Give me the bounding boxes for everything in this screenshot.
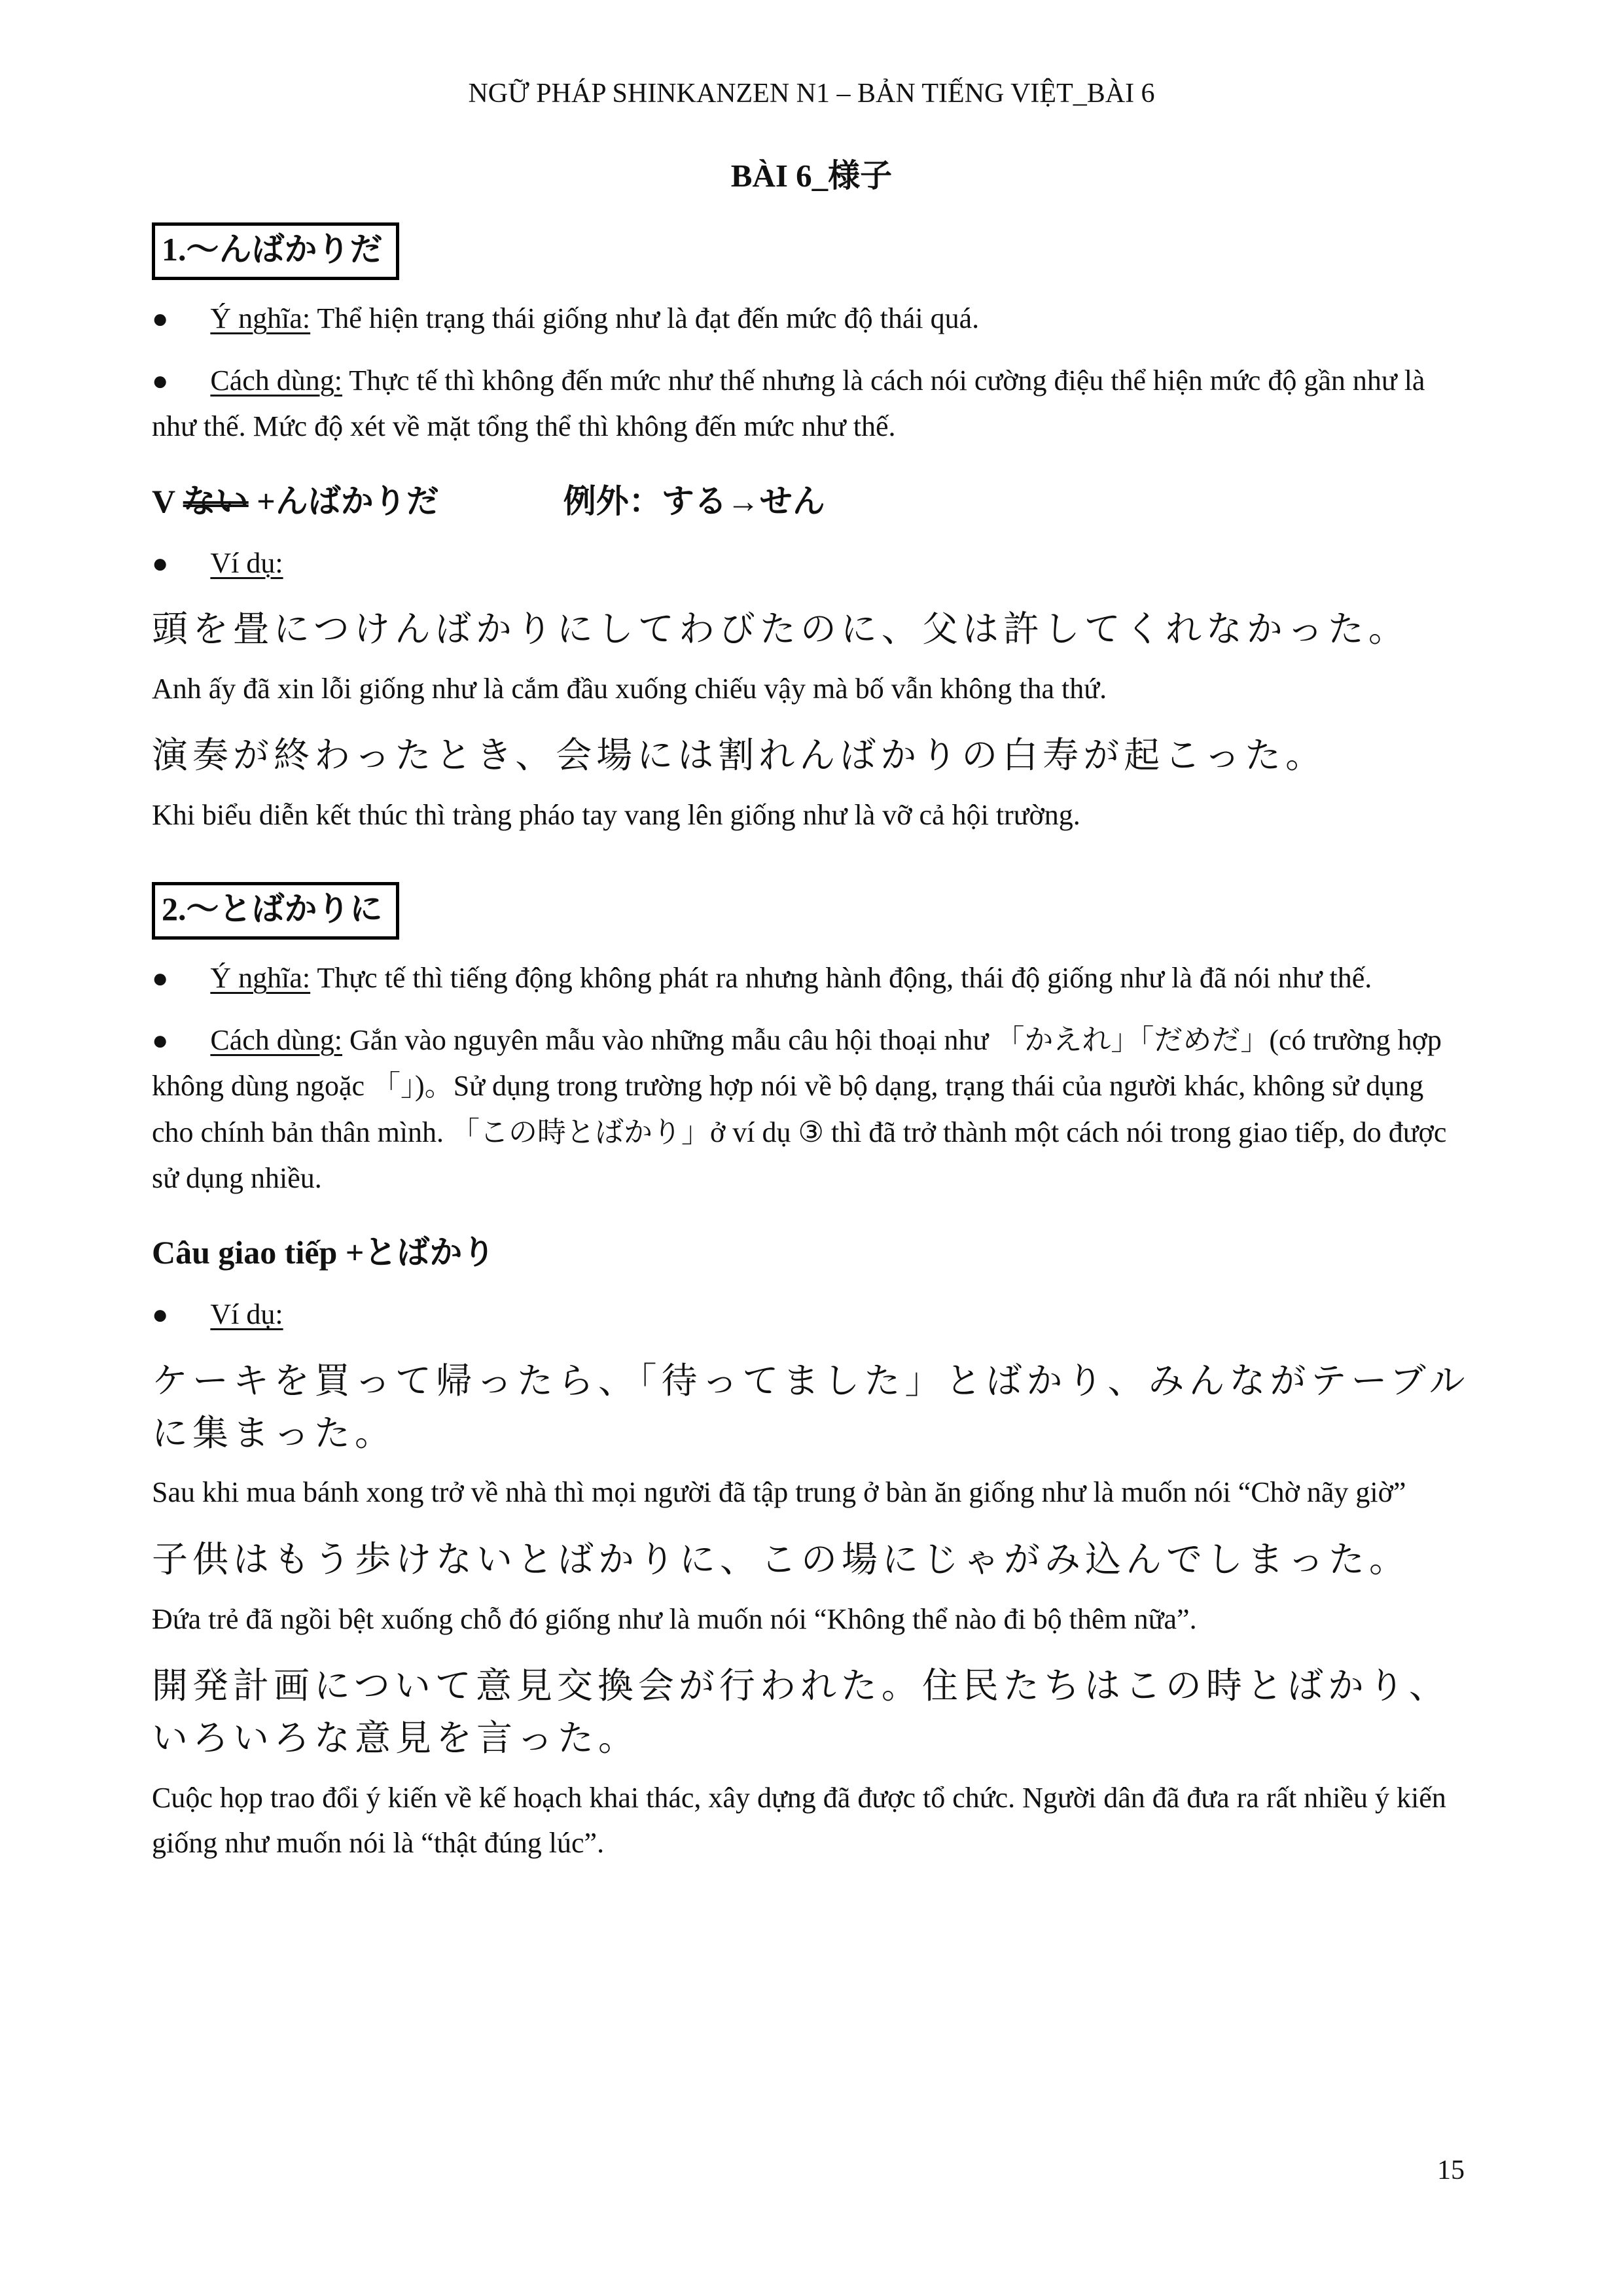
- section1-usage-paragraph: [152, 358, 1471, 450]
- vietnamese-translation: Sau khi mua bánh xong trở về nhà thì mọi người đã tập trung ở bàn ăn giống như là muốn nói “Chờ nãy giờ”: [152, 1476, 1406, 1509]
- page-header: NGỮ PHÁP SHINKANZEN N1 – BẢN TIẾNG VIỆT_BÀI 6: [468, 79, 1155, 109]
- section2: [152, 856, 1471, 1865]
- example-label: Ví dụ:: [210, 546, 283, 579]
- section1-formula: [152, 475, 1471, 522]
- formula-struck-nai: ない: [183, 482, 249, 520]
- meaning-text: Thể hiện trạng thái giống như là đạt đến mức độ thái quá.: [310, 302, 980, 335]
- bullet-icon: ●: [152, 1300, 169, 1331]
- section1-example-heading: [152, 540, 1471, 586]
- vietnamese-translation: Khi biểu diễn kết thúc thì tràng pháo tay vang lên giống như là vỡ cả hội trường.: [152, 798, 1080, 831]
- bullet-icon: ●: [152, 964, 169, 995]
- formula-prefix: V: [152, 482, 183, 520]
- usage-label: Cách dùng:: [210, 364, 343, 397]
- meaning-label: Ý nghĩa:: [210, 302, 311, 335]
- section1-meaning-paragraph: [152, 296, 1471, 342]
- vietnamese-translation: Đứa trẻ đã ngồi bệt xuống chỗ đó giống như là muốn nói “Không thể nào đi bộ thêm nữa”.: [152, 1602, 1197, 1635]
- page-title: BÀI 6_様子: [730, 158, 893, 194]
- section1: [152, 196, 1471, 838]
- section2-example-heading: [152, 1292, 1471, 1337]
- bullet-icon: ●: [152, 1025, 169, 1056]
- usage-label: Cách dùng:: [210, 1023, 343, 1056]
- formula-exception: 例外：する→せん: [563, 482, 825, 520]
- meaning-text: Thực tế thì tiếng động không phát ra nhưng hành động, thái độ giống như là đã nói như thế.: [310, 962, 1372, 995]
- japanese-example: 子供はもう歩けないとばかりに、この場にじゃがみ込んでしまった。: [152, 1539, 1410, 1580]
- japanese-example: 演奏が終わったとき、会場には割れんばかりの白寿が起こった。: [152, 735, 1327, 776]
- japanese-example: 頭を畳につけんばかりにしてわびたのに、父は許してくれなかった。: [152, 609, 1409, 649]
- usage-text: Thực tế thì không đến mức như thế nhưng là cách nói cường điệu thể hiện mức độ gần như là như thế. Mức độ xét về mặt tổng thể thì không đến mức như thế.: [152, 364, 1425, 443]
- meaning-label: Ý nghĩa:: [210, 962, 311, 995]
- vietnamese-translation: Anh ấy đã xin lỗi giống như là cắm đầu xuống chiếu vậy mà bố vẫn không tha thứ.: [152, 672, 1107, 705]
- section2-usage-paragraph: [152, 1017, 1471, 1202]
- page-number: 15: [1437, 2155, 1465, 2185]
- japanese-example: ケーキを買って帰ったら、「待ってました」とばかり、みんながテーブルに集まった。: [152, 1360, 1470, 1453]
- example-label: Ví dụ:: [210, 1298, 283, 1331]
- bullet-icon: ●: [152, 304, 169, 335]
- section1-heading: 1.〜んばかりだ: [152, 222, 399, 280]
- vietnamese-translation: Cuộc họp trao đổi ý kiến về kế hoạch khai thác, xây dựng đã được tổ chức. Người dân đã đưa ra rất nhiều ý kiến giống như muốn nói là “thật đúng lúc”.: [152, 1781, 1446, 1860]
- section2-heading: 2.〜とばかりに: [152, 882, 399, 940]
- usage-text: Gắn vào nguyên mẫu vào những mẫu câu hội thoại như 「かえれ」「だめだ」(có trường hợp không dùng ngoặc 「」)。Sử dụng trong trường hợp nói về bộ dạng, trạng thái của người khác, không sử dụng cho chính bản thân mình. 「この時とばかり」ở ví dụ ③ thì đã trở thành một cách nói trong giao tiếp, do được sử dụng nhiều.: [152, 1023, 1447, 1195]
- japanese-example: 開発計画について意見交換会が行われた。住民たちはこの時とばかり、いろいろな意見を言った。: [152, 1666, 1450, 1758]
- bullet-icon: ●: [152, 548, 169, 579]
- section2-meaning-paragraph: [152, 955, 1471, 1001]
- formula-suffix: +んばかりだ: [248, 482, 439, 520]
- section2-formula: Câu giao tiếp +とばかり: [152, 1234, 495, 1271]
- bullet-icon: ●: [152, 366, 169, 397]
